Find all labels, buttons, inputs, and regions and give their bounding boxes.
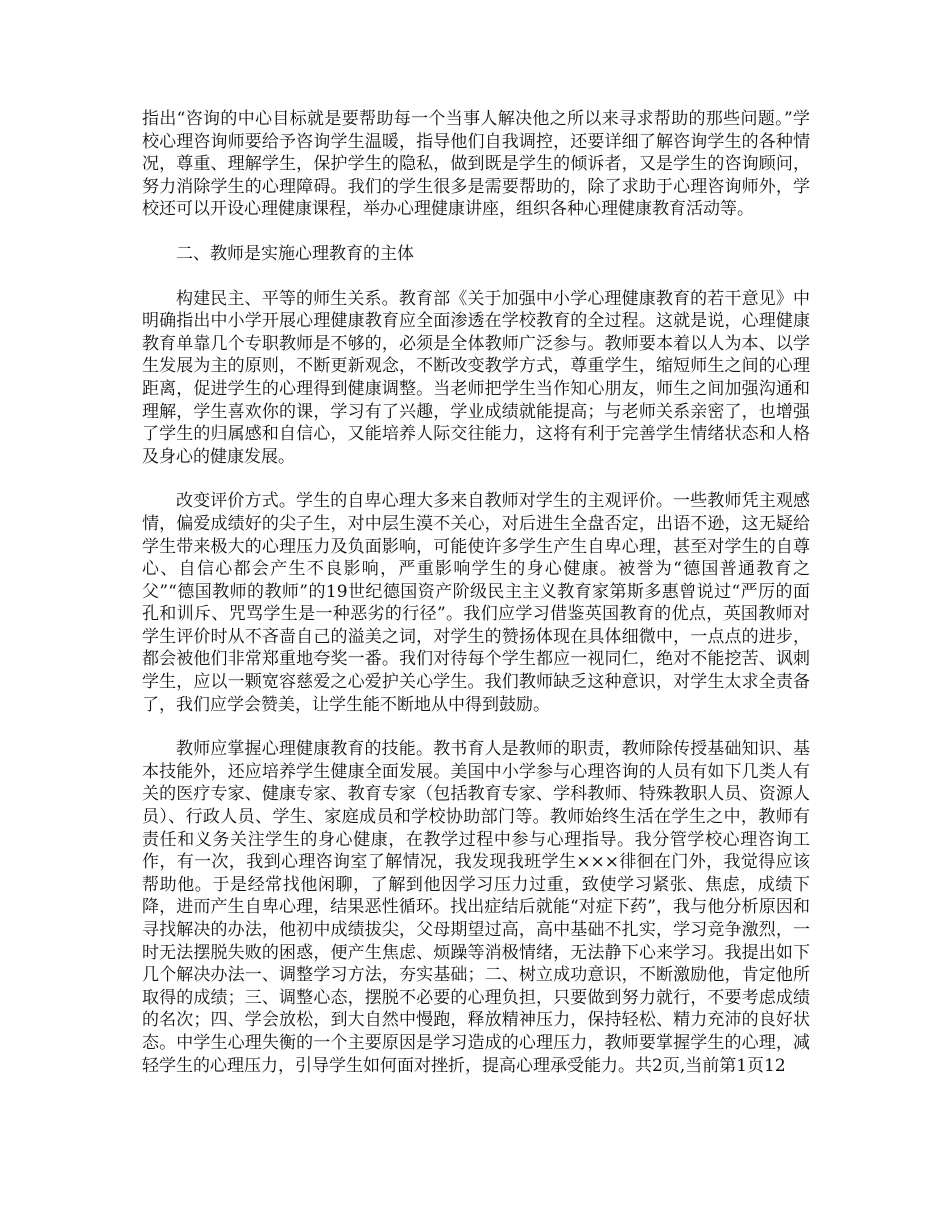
paragraph-skills: 教师应掌握心理健康教育的技能。教书育人是教师的职责，教师除传授基础知识、基本技能外，还应培养学生健康全面发展。美国中小学参与心理咨询的人员有如下几类人有关的医疗专家、健康专家、教育专家（包括教育专家、学科教师、特殊教职人员、资源人员）、行政人员、学生、家庭成员和学校协助部门等。教师始终生活在学生之中，教师有责任和义务关注学生的身心健康，在教学过程中参与心理指导。我分管学校心理咨询工作，有一次，我到心理咨询室了解情况，我发现我班学生×××徘徊在门外，我觉得应该帮助他。于是经常找他闲聊，了解到他因学习压力过重，致使学习紧张、焦虑，成绩下降，进而产生自卑心理，结果恶性循环。找出症结后就能“对症下药”，我与他分析原因和寻找解决的办法，他初中成绩拔尖，父母期望过高，高中基础不扎实，学习竞争激烈，一时无法摆脱失败的困惑，便产生焦虑、烦躁等消极情绪，无法静下心来学习。我提出如下几个解决办法一、调整学习方法，夯实基础；二、树立成功意识，不断激励他，肯定他所取得的成绩；三、调整心态，摆脱不必要的心理负担，只要做到努力就行，不要考虑成绩的名次；四、学会放松，到大自然中慢跑，释放精神压力，保持轻松、精力充沛的良好状态。中学生心理失衡的一个主要原因是学习造成的心理压力，教师要掌握学生的心理，减轻学生的心理压力，引导学生如何面对挫折，提高心理承受能力。共2页,当前第1页12 [142, 739, 810, 1076]
document-body [142, 108, 810, 1077]
section-heading: 二、教师是实施心理教育的主体 [176, 243, 414, 264]
paragraph-teacher-relationship: 构建民主、平等的师生关系。教育部《关于加强中小学心理健康教育的若干意见》中明确指出中小学开展心理健康教育应全面渗透在学校教育的全过程。这就是说，心理健康教育单靠几个专职教师是不够的，必须是全体教师广泛参与。教师要本着以人为本、以学生发展为主的原则，不断更新观念，不断改变教学方式，尊重学生，缩短师生之间的心理距离，促进学生的心理得到健康调整。当老师把学生当作知心朋友，师生之间加强沟通和理解，学生喜欢你的课，学习有了兴趣，学业成绩就能提高；与老师关系亲密了，也增强了学生的归属感和自信心，又能培养人际交往能力，这将有利于完善学生情绪状态和人格及身心的健康发展。 [142, 288, 810, 467]
paragraph-evaluation: 改变评价方式。学生的自卑心理大多来自教师对学生的主观评价。一些教师凭主观感情，偏爱成绩好的尖子生，对中层生漠不关心，对后进生全盘否定，出语不逊，这无疑给学生带来极大的心理压力及负面影响，可能使许多学生产生自卑心理，甚至对学生的自尊心、自信心都会产生不良影响，严重影响学生的身心健康。被誉为“德国普通教育之父”“德国教师的教师”的19世纪德国资产阶级民主主义教育家第斯多惠曾说过“严厉的面孔和训斥、咒骂学生是一种恶劣的行径”。我们应学习借鉴英国教育的优点，英国教师对学生评价时从不吝啬自己的溢美之词，对学生的赞扬体现在具体细微中，一点点的进步，都会被他们非常郑重地夸奖一番。我们对待每个学生都应一视同仁，绝对不能挖苦、讽刺学生，应以一颗宽容慈爱之心爱护关心学生。我们教师缺乏这种意识，对学生太求全责备了，我们应学会赞美，让学生能不断地从中得到鼓励。 [142, 491, 810, 715]
paragraph-intro: 指出“咨询的中心目标就是要帮助每一个当事人解决他之所以来寻求帮助的那些问题。”学校心理咨询师要给予咨询学生温暖，指导他们自我调控，还要详细了解咨询学生的各种情况，尊重、理解学生，保护学生的隐私，做到既是学生的倾诉者，又是学生的咨询顾问，努力消除学生的心理障碍。我们的学生很多是需要帮助的，除了求助于心理咨询师外，学校还可以开设心理健康课程，举办心理健康讲座，组织各种心理健康教育活动等。 [142, 109, 810, 220]
